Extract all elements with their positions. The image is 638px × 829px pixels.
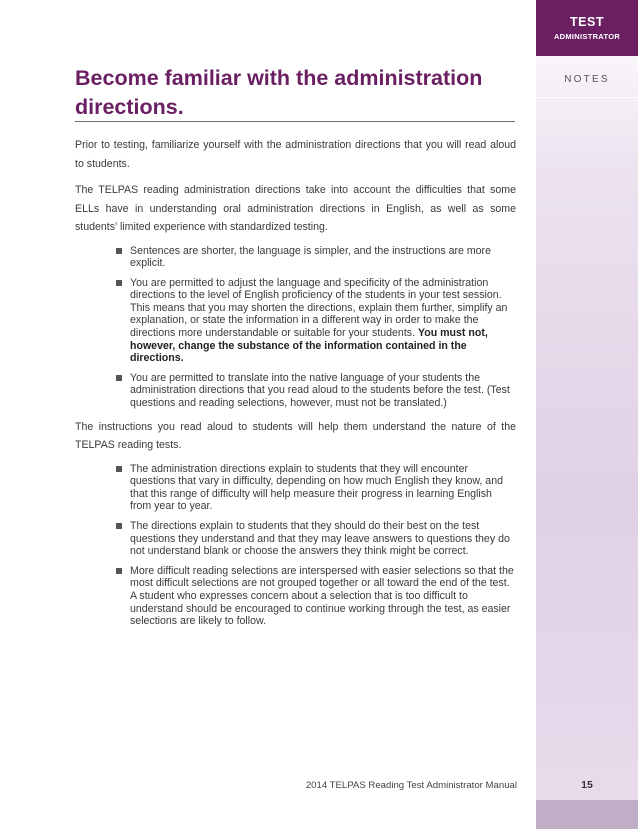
- bullet-square-icon: [116, 248, 122, 254]
- notes-divider: [536, 97, 638, 98]
- bullet-square-icon: [116, 523, 122, 529]
- list-item-text: You are permitted to translate into the native language of your students the administration directions that you read aloud to the students before the test. (Test questions and reading selections, however, must not be translated.): [130, 371, 510, 410]
- title-divider: [75, 121, 515, 122]
- bullet-square-icon: [116, 466, 122, 472]
- bullet-square-icon: [116, 280, 122, 286]
- footer-accent-bar: [536, 800, 638, 829]
- notes-label: NOTES: [564, 74, 610, 85]
- directions-bullet-list: [75, 245, 516, 410]
- page-title: Become familiar with the administration directions.: [75, 66, 483, 119]
- list-item-text: You are permitted to adjust the language and specificity of the administration directions to the level of English proficiency of the students in your test session. This means that you may shorten the directions, explain them further, simplify an explanation, or state the information in a different way in order to make the directions more understandable or suitable for your students.: [130, 276, 508, 340]
- bullet-square-icon: [116, 375, 122, 381]
- intro-paragraph: Prior to testing, familiarize yourself with the administration directions that you will read aloud to students.: [75, 139, 516, 170]
- list-item: [116, 520, 516, 558]
- notes-column: [531, 0, 638, 829]
- main-content: [75, 0, 517, 829]
- column-gutter: [531, 0, 536, 829]
- list-item-text: The directions explain to students that they should do their best on the test questions they understand and that they may leave answers to questions they do not understand blank or choose the answers they think might be correct.: [130, 520, 510, 558]
- list-item: [116, 565, 516, 628]
- list-item-text: More difficult reading selections are interspersed with easier selections so that the most difficult selections are not grouped together or all toward the end of the test. A student who expresses concern about a selection that is too difficult to understand should be encouraged to continue working through the test, as easier selections are likely to follow.: [130, 564, 514, 628]
- instructions-bullet-list: [75, 463, 516, 628]
- header-title: TEST: [570, 15, 604, 29]
- page-number: 15: [581, 779, 593, 791]
- list-item-text: Sentences are shorter, the language is simpler, and the instructions are more explicit.: [130, 244, 491, 270]
- directions-paragraph: The TELPAS reading administration directions take into account the difficulties that some ELLs have in understanding oral administration directions in English, as well as some students’ limited experience with standardized testing.: [75, 184, 516, 233]
- section-header-badge: [536, 0, 638, 56]
- header-subtitle: ADMINISTRATOR: [553, 32, 621, 41]
- instructions-paragraph: The instructions you read aloud to students will help them understand the nature of the TELPAS reading tests.: [75, 420, 516, 452]
- list-item-text: The administration directions explain to students that they will encounter questions that vary in difficulty, depending on how much English they know, and that this range of difficulty will help measure their progress in learning English from year to year.: [130, 462, 503, 513]
- list-item: [116, 463, 516, 513]
- list-item-emphasis: You must not, however, change the substance of the information contained in the directions.: [130, 327, 488, 365]
- list-item: [116, 372, 516, 410]
- bullet-square-icon: [116, 568, 122, 574]
- body-text: [75, 136, 516, 636]
- list-item: [116, 245, 516, 270]
- list-item: [116, 277, 516, 365]
- footer-manual-title: 2014 TELPAS Reading Test Administrator Manual: [305, 780, 517, 791]
